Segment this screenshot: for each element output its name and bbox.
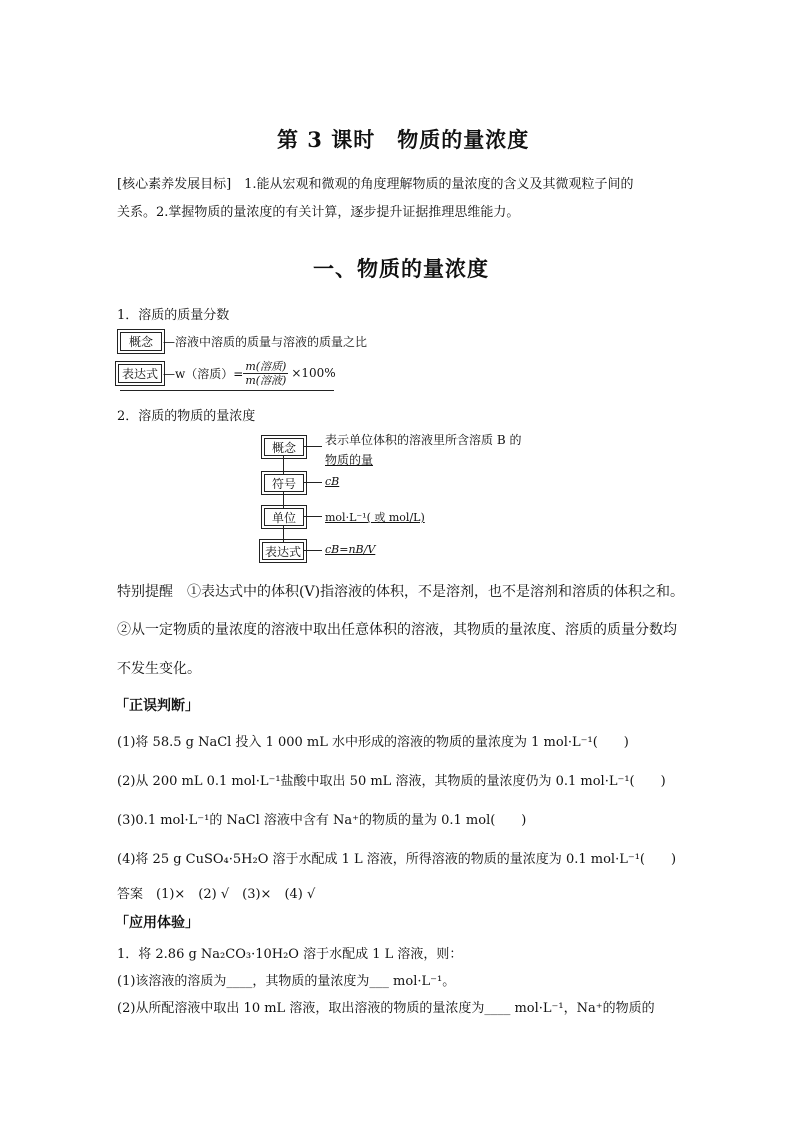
objectives-line-1: [核心素养发展目标] 1.能从宏观和微观的角度理解物质的量浓度的含义及其微观粒子间的 (117, 177, 634, 192)
diagram-label-unit: 单位 (271, 510, 296, 525)
diagram-text-formula: cB=nB/V (325, 543, 376, 556)
formula-tail: ×100% (291, 366, 336, 380)
diagram-text-unit: mol·L⁻¹( 或 mol/L) (325, 511, 425, 524)
judge-item-4: (4)将 25 g CuSO₄·5H₂O 溶于水配成 1 L 溶液，所得溶液的物质的量浓度为 0.1 mol·L⁻¹( ) (117, 852, 677, 867)
judge-heading: 「正误判断」 (115, 698, 199, 714)
diagram-text-concept-2: 物质的量 (325, 453, 374, 467)
judge-item-1: (1)将 58.5 g NaCl 投入 1 000 mL 水中形成的溶液的物质的量浓度为 1 mol·L⁻¹( ) (117, 735, 629, 750)
formula-denominator: m(溶液) (245, 373, 287, 387)
diagram-connector (283, 454, 284, 544)
part2-heading: 2．溶质的物质的量浓度 (117, 409, 256, 424)
concept-box (120, 332, 162, 351)
diagram-arrow-1 (304, 446, 322, 447)
diagram-label-formula: 表达式 (264, 544, 301, 559)
apply-item-1: 1．将 2.86 g Na₂CO₃·10H₂O 溶于水配成 1 L 溶液，则： (117, 947, 463, 962)
concept-label: 概念 (128, 335, 153, 349)
formula-label: 表达式 (121, 367, 158, 381)
diagram-arrow-4 (304, 550, 322, 551)
diagram-text-concept-1: 表示单位体积的溶液里所含溶质 B 的 (325, 433, 522, 447)
judge-item-2: (2)从 200 mL 0.1 mol·L⁻¹盐酸中取出 50 mL 溶液，其物质的量浓度仍为 0.1 mol·L⁻¹( ) (117, 774, 666, 789)
tip-line-3: 不发生变化。 (117, 661, 201, 677)
judge-item-3: (3)0.1 mol·L⁻¹的 NaCl 溶液中含有 Na⁺的物质的量为 0.1 mol( ) (117, 813, 527, 828)
formula-fraction (243, 360, 288, 387)
formula-box (118, 364, 162, 383)
diagram-box-concept (264, 438, 304, 456)
part1-heading: 1．溶质的质量分数 (117, 308, 230, 323)
diagram-arrow-2 (304, 482, 322, 483)
tip-line-1: 特别提醒 ①表达式中的体积(V)指溶液的体积，不是溶剂，也不是溶剂和溶质的体积之和。 (117, 584, 685, 600)
concept-text: —溶液中溶质的质量与溶液的质量之比 (163, 335, 368, 349)
diagram-label-symbol: 符号 (271, 476, 296, 491)
section-title: 一、物质的量浓度 (313, 256, 489, 281)
tip-line-2: ②从一定物质的量浓度的溶液中取出任意体积的溶液，其物质的量浓度、溶质的质量分数均 (117, 622, 677, 638)
underline-rule (120, 390, 334, 391)
page-title: 第 3 课时 物质的量浓度 (277, 127, 530, 152)
judge-answer: 答案 (1)× (2) √ (3)× (4) √ (117, 887, 316, 902)
formula-numerator: m(溶质) (245, 359, 287, 373)
diagram-box-unit (264, 508, 304, 526)
formula-lhs: —w（溶质）= (163, 366, 244, 381)
diagram-box-formula (262, 542, 304, 560)
apply-heading: 「应用体验」 (115, 915, 199, 931)
diagram-text-symbol: cB (325, 475, 340, 488)
diagram-label-concept: 概念 (271, 440, 296, 455)
apply-item-2: (1)该溶液的溶质为____，其物质的量浓度为___ mol·L⁻¹。 (117, 974, 456, 989)
apply-item-3: (2)从所配溶液中取出 10 mL 溶液，取出溶液的物质的量浓度为____ mol·L⁻¹，Na⁺的物质的 (117, 1001, 655, 1016)
objectives-line-2: 关系。2.掌握物质的量浓度的有关计算，逐步提升证据推理思维能力。 (117, 205, 520, 220)
diagram-box-symbol (264, 474, 304, 492)
diagram-arrow-3 (304, 516, 322, 517)
mass-fraction-formula (163, 358, 336, 388)
